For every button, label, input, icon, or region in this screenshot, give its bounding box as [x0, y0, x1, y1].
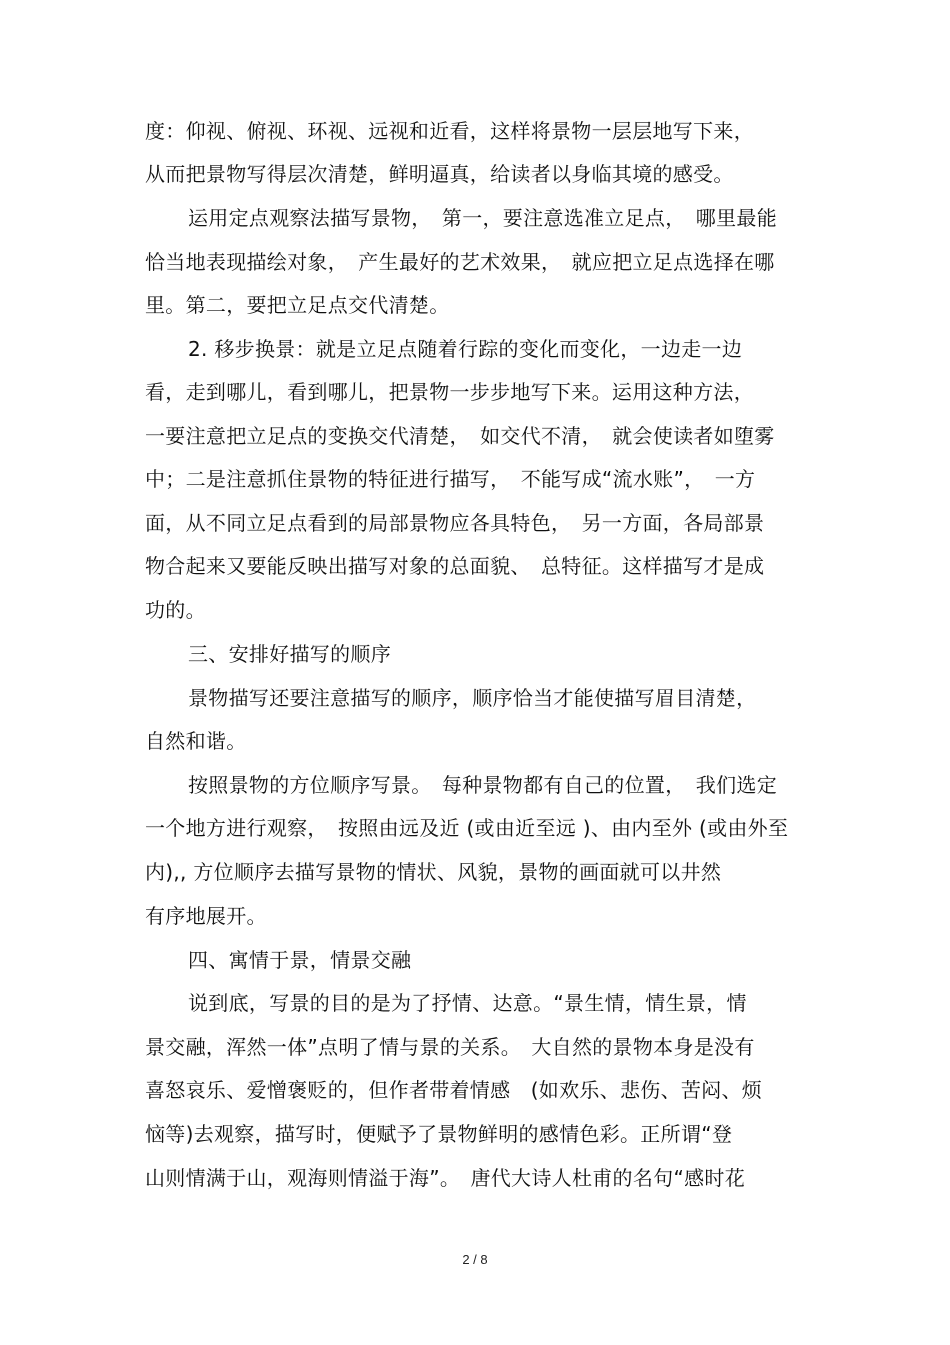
section-point-line: 2. 移步换景：就是立足点随着行踪的变化而变化，一边走一边 [188, 337, 743, 361]
text-line: 面，从不同立足点看到的局部景物应各具特色， 另一方面，各局部景 [145, 511, 765, 535]
text-line: 恼等)去观察，描写时，便赋予了景物鲜明的感情色彩。正所谓“登 [145, 1122, 733, 1146]
text-line: 恰当地表现描绘对象， 产生最好的艺术效果， 就应把立足点选择在哪 [145, 250, 775, 274]
text-line: 看，走到哪儿，看到哪儿，把景物一步步地写下来。运用这种方法， [145, 380, 754, 404]
text-line: 里。第二，要把立足点交代清楚。 [145, 293, 450, 317]
text-line: 喜怒哀乐、爱憎褒贬的，但作者带着情感 (如欢乐、悲伤、苦闷、烦 [145, 1078, 763, 1102]
text-line: 山则情满于山，观海则情溢于海”。 唐代大诗人杜甫的名句“感时花 [145, 1166, 746, 1190]
text-line: 功的。 [145, 598, 206, 622]
text-line: 内),, 方位顺序去描写景物的情状、风貌，景物的画面就可以井然 [145, 860, 722, 884]
text-line: 从而把景物写得层次清楚，鲜明逼真，给读者以身临其境的感受。 [145, 162, 734, 186]
text-line: 景交融，浑然一体”点明了情与景的关系。 大自然的景物本身是没有 [145, 1035, 755, 1059]
paragraph-start-line: 说到底，写景的目的是为了抒情、达意。“景生情，情生景，情 [188, 991, 747, 1015]
section-heading: 三、安排好描写的顺序 [188, 642, 391, 666]
page-number: 2 / 8 [462, 1252, 488, 1267]
text-line: 有序地展开。 [145, 904, 267, 928]
section-heading: 四、寓情于景，情景交融 [188, 948, 412, 972]
text-line: 自然和谐。 [145, 729, 247, 753]
paragraph-start-line: 运用定点观察法描写景物， 第一，要注意选准立足点， 哪里最能 [188, 206, 777, 230]
text-line: 物合起来又要能反映出描写对象的总面貌、 总特征。这样描写才是成 [145, 554, 765, 578]
text-line: 一个地方进行观察， 按照由远及近 (或由近至远 )、由内至外 (或由外至 [145, 816, 789, 840]
text-line: 一要注意把立足点的变换交代清楚， 如交代不清， 就会使读者如堕雾 [145, 424, 775, 448]
paragraph-start-line: 景物描写还要注意描写的顺序，顺序恰当才能使描写眉目清楚， [188, 686, 757, 710]
paragraph-start-line: 按照景物的方位顺序写景。 每种景物都有自己的位置， 我们选定 [188, 773, 777, 797]
text-line: 度：仰视、俯视、环视、远视和近看，这样将景物一层层地写下来， [145, 119, 754, 143]
text-line: 中；二是注意抓住景物的特征进行描写， 不能写成“流水账”， 一方 [145, 467, 756, 491]
